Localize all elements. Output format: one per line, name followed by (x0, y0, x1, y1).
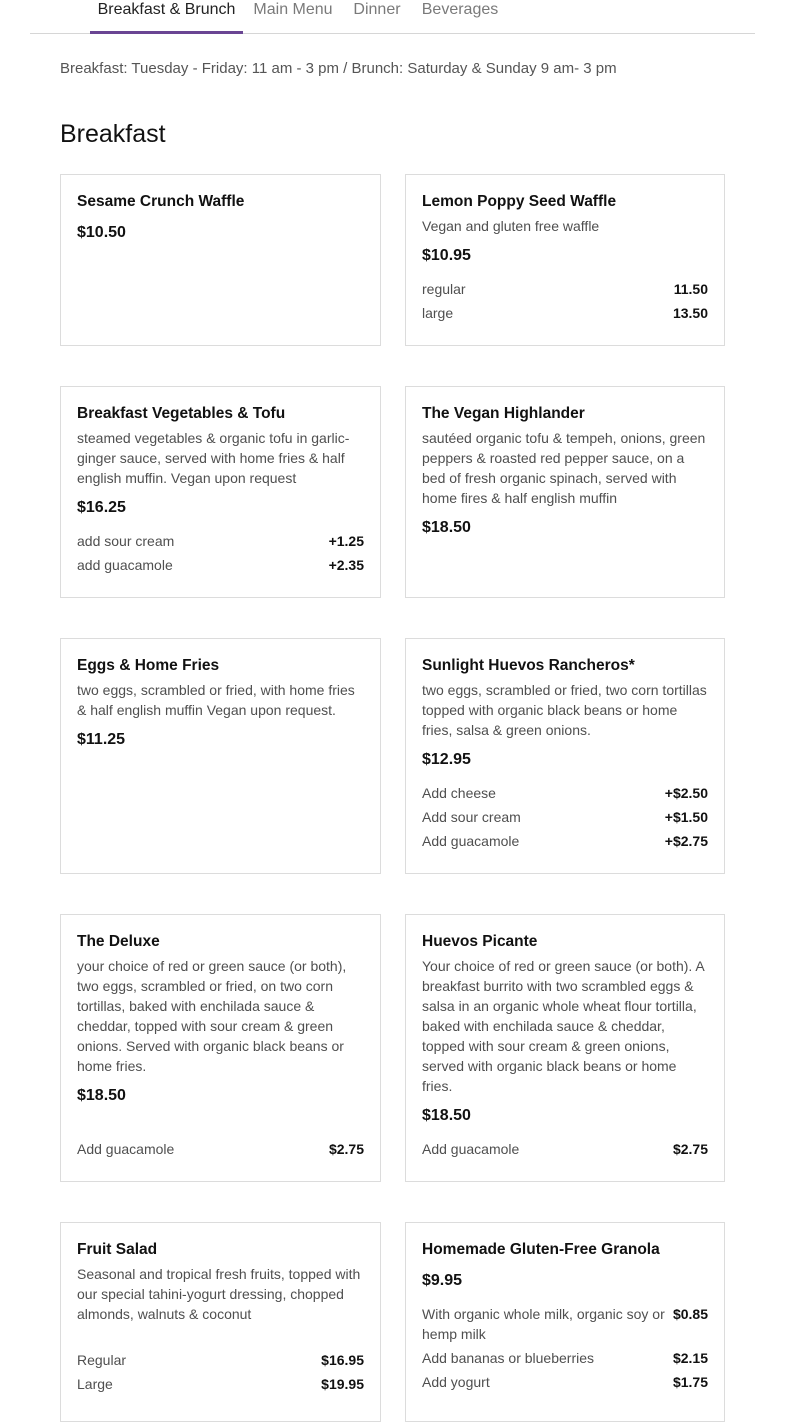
option-label: Large (77, 1376, 113, 1392)
tab-beverages[interactable]: Beverages (421, 1, 499, 18)
option-row (422, 831, 708, 851)
option-label: Add sour cream (422, 809, 521, 825)
option-label: Regular (77, 1352, 127, 1368)
item-description: Vegan and gluten free waffle (422, 218, 600, 234)
item-title: Sesame Crunch Waffle (77, 193, 245, 210)
option-row (77, 1374, 364, 1394)
item-title: Eggs & Home Fries (77, 657, 220, 674)
item-price: $18.50 (77, 1087, 126, 1104)
option-label: Add guacamole (422, 833, 520, 849)
option-row (422, 783, 708, 803)
option-price: +1.25 (328, 533, 364, 549)
menu-item-card (60, 1222, 381, 1422)
option-row (422, 1304, 708, 1344)
option-row (422, 279, 708, 299)
item-description: Seasonal and tropical fresh fruits, topped with our special tahini-yogurt dressing, chopped almonds, walnuts & coconut (77, 1266, 361, 1322)
option-price: $2.15 (672, 1350, 708, 1366)
tab-breakfast-brunch[interactable]: Breakfast & Brunch (90, 0, 243, 34)
option-price: +$2.75 (664, 833, 708, 849)
option-label: Add cheese (422, 785, 496, 801)
item-price: $10.95 (422, 247, 471, 264)
item-title: Sunlight Huevos Rancheros* (422, 657, 635, 674)
item-options (422, 1139, 708, 1159)
menu-item-card (405, 914, 725, 1182)
option-row (422, 303, 708, 323)
option-price: 11.50 (673, 281, 708, 297)
service-hours: Breakfast: Tuesday - Friday: 11 am - 3 pm / Brunch: Saturday & Sunday 9 am- 3 pm (60, 60, 617, 77)
item-title: Huevos Picante (422, 933, 538, 950)
option-row (77, 531, 364, 551)
menu-item-card (405, 1222, 725, 1422)
item-description: two eggs, scrambled or fried, with home fries & half english muffin Vegan upon request. (77, 682, 355, 718)
item-title: Homemade Gluten-Free Granola (422, 1241, 660, 1258)
menu-item-card (60, 638, 381, 874)
option-price: +$2.50 (664, 785, 708, 801)
option-label: regular (422, 281, 466, 297)
option-row (77, 555, 364, 575)
item-title: The Vegan Highlander (422, 405, 585, 422)
item-options (422, 783, 708, 851)
option-label: Add guacamole (77, 1141, 175, 1157)
option-label: add guacamole (77, 557, 173, 573)
item-price: $10.50 (77, 224, 126, 241)
item-description: steamed vegetables & organic tofu in garlic-ginger sauce, served with home fries & half english muffin. Vegan upon request (77, 430, 350, 486)
tab-dinner[interactable]: Dinner (353, 1, 401, 18)
menu-item-card (60, 174, 381, 346)
option-label: Add yogurt (422, 1374, 490, 1390)
option-row (422, 1348, 708, 1368)
item-price: $11.25 (77, 731, 126, 748)
option-price: +2.35 (328, 557, 364, 573)
item-description: sautéed organic tofu & tempeh, onions, green peppers & roasted red pepper sauce, on a bed of fresh organic spinach, served with home fires & half english muffin (422, 430, 706, 506)
option-price: $19.95 (321, 1376, 364, 1392)
menu-item-card (405, 174, 725, 346)
option-row (77, 1350, 364, 1370)
option-label: Add bananas or blueberries (422, 1350, 595, 1366)
item-description: two eggs, scrambled or fried, two corn tortillas topped with organic black beans or home fries, salsa & green onions. (422, 682, 707, 738)
item-title: The Deluxe (77, 933, 160, 950)
option-label: Add guacamole (422, 1141, 520, 1157)
item-title: Lemon Poppy Seed Waffle (422, 193, 617, 210)
menu-item-card (60, 386, 381, 598)
item-price: $18.50 (422, 519, 471, 536)
item-price: $16.25 (77, 499, 126, 516)
item-options (77, 1350, 364, 1394)
option-price: +$1.50 (664, 809, 708, 825)
menu-item-card (60, 914, 381, 1182)
option-price: $16.95 (321, 1352, 364, 1368)
option-price: $2.75 (672, 1141, 708, 1157)
option-label: large (422, 305, 454, 321)
item-options (77, 1139, 364, 1159)
option-row (422, 1372, 708, 1392)
item-description: your choice of red or green sauce (or both), two eggs, scrambled or fried, on two corn tortillas, baked with enchilada sauce & cheddar, topped with sour cream & green onions. Served with organic black beans or home fries. (77, 958, 347, 1074)
option-row (77, 1139, 364, 1159)
item-price: $9.95 (422, 1272, 463, 1289)
item-title: Fruit Salad (77, 1241, 158, 1258)
option-label: add sour cream (77, 533, 175, 549)
option-label: With organic whole milk, organic soy or hemp milk (422, 1306, 665, 1342)
option-row (422, 807, 708, 827)
option-price: $0.85 (672, 1306, 708, 1322)
item-title: Breakfast Vegetables & Tofu (77, 405, 286, 422)
tab-main-menu[interactable]: Main Menu (253, 1, 333, 18)
item-options (422, 279, 708, 323)
section-title: Breakfast (60, 120, 166, 148)
menu-tabs (30, 0, 755, 34)
item-price: $18.50 (422, 1107, 471, 1124)
item-price: $12.95 (422, 751, 471, 768)
menu-item-card (405, 638, 725, 874)
option-row (422, 1139, 708, 1159)
item-description: Your choice of red or green sauce (or both). A breakfast burrito with two scrambled eggs & salsa in an organic whole wheat flour tortilla, baked with enchilada sauce & cheddar, topped with sour cream & green onions, served with organic black beans or home fries. (422, 958, 704, 1094)
item-options (77, 531, 364, 575)
item-options (422, 1304, 708, 1392)
menu-item-card (405, 386, 725, 598)
option-price: $2.75 (328, 1141, 364, 1157)
option-price: $1.75 (672, 1374, 708, 1390)
option-price: 13.50 (672, 305, 708, 321)
